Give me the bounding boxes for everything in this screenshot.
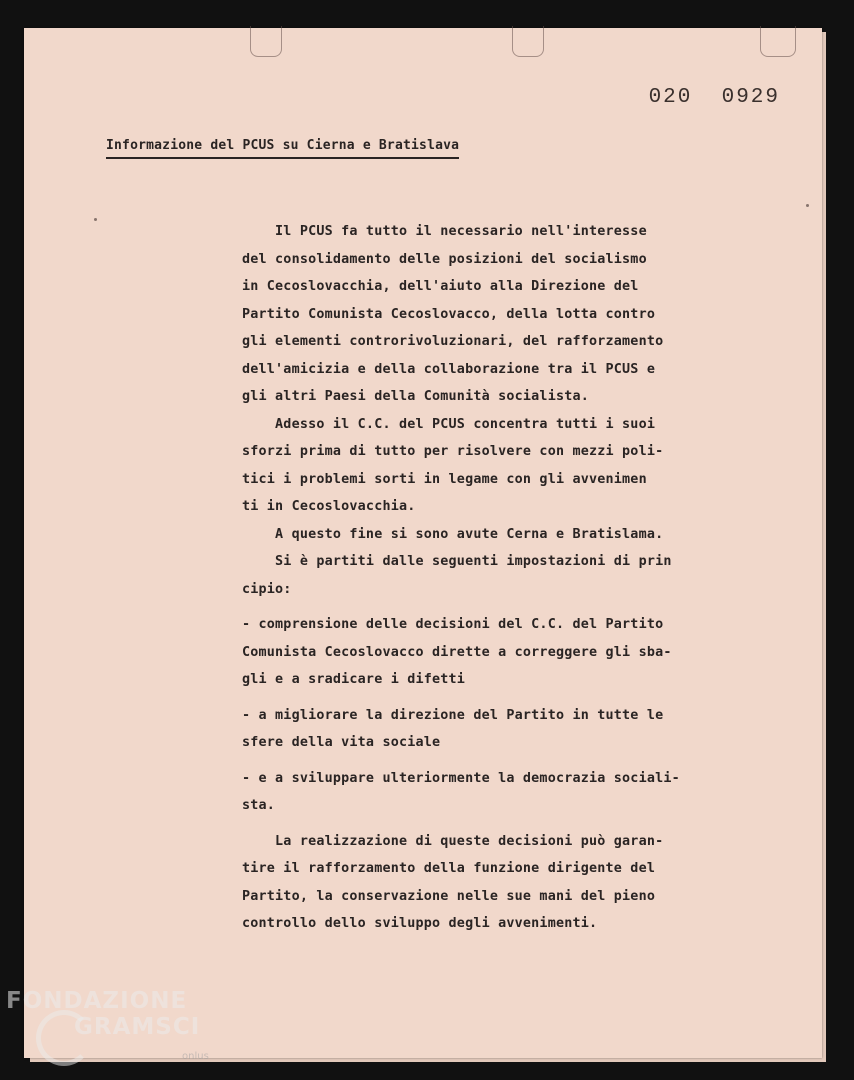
- watermark-line-3: onlus: [182, 1051, 209, 1062]
- body-line: A questo fine si sono avute Cerna e Bratislama.: [242, 526, 664, 542]
- body-line: Il PCUS fa tutto il necessario nell'interesse: [242, 224, 647, 239]
- paragraph-gap: [242, 757, 742, 765]
- body-line: sta.: [242, 798, 276, 813]
- paragraph-gap: [242, 694, 742, 702]
- body-line: - comprensione delle decisioni del C.C. del Partito: [242, 617, 664, 632]
- paper-clip-mark: [760, 26, 796, 57]
- body-line: tire il rafforzamento della funzione dirigente del: [242, 861, 656, 876]
- body-line: tici i problemi sorti in legame con gli avvenimen: [242, 471, 647, 487]
- ink-speck: [94, 218, 97, 221]
- body-line: in Cecoslovacchia, dell'aiuto alla Direzione del: [242, 279, 639, 294]
- ink-speck: [806, 204, 809, 207]
- body-line: gli e a sradicare i difetti: [242, 672, 466, 687]
- document-title: Informazione del PCUS su Cierna e Bratislava: [106, 138, 459, 159]
- body-line: Si è partiti dalle seguenti impostazioni di prin: [242, 554, 672, 569]
- document-body: [242, 218, 742, 938]
- body-line: dell'amicizia e della collaborazione tra il PCUS e: [242, 361, 656, 377]
- watermark-line-2: GRAMSCI: [74, 1014, 201, 1040]
- paper-clip-mark: [512, 26, 544, 57]
- body-line: del consolidamento delle posizioni del socialismo: [242, 251, 647, 267]
- body-line: Adesso il C.C. del PCUS concentra tutti i suoi: [242, 416, 656, 432]
- paragraph-gap: [242, 603, 742, 611]
- body-line: Comunista Cecoslovacco dirette a correggere gli sba-: [242, 644, 672, 660]
- document-page: [24, 28, 822, 1058]
- body-line: sforzi prima di tutto per risolvere con mezzi poli-: [242, 444, 664, 459]
- body-line: Partito Comunista Cecoslovacco, della lotta contro: [242, 306, 656, 322]
- watermark: [6, 988, 209, 1062]
- body-line: Partito, la conservazione nelle sue mani del pieno: [242, 888, 656, 904]
- body-line: gli altri Paesi della Comunità socialista.: [242, 389, 589, 404]
- body-line: - e a sviluppare ulteriormente la democrazia sociali-: [242, 770, 680, 786]
- body-line: ti in Cecoslovacchia.: [242, 499, 416, 514]
- paragraph-gap: [242, 820, 742, 828]
- paper-clip-mark: [250, 26, 282, 57]
- body-line: - a migliorare la direzione del Partito in tutte le: [242, 707, 664, 723]
- body-line: cipio:: [242, 581, 292, 597]
- watermark-line-1: FONDAZIONE: [6, 988, 188, 1014]
- archive-number: 020 0929: [648, 86, 780, 109]
- body-line: gli elementi controrivoluzionari, del rafforzamento: [242, 334, 664, 349]
- body-line: controllo dello sviluppo degli avvenimenti.: [242, 916, 598, 931]
- body-line: sfere della vita sociale: [242, 735, 441, 750]
- body-line: La realizzazione di queste decisioni può garan-: [242, 833, 664, 849]
